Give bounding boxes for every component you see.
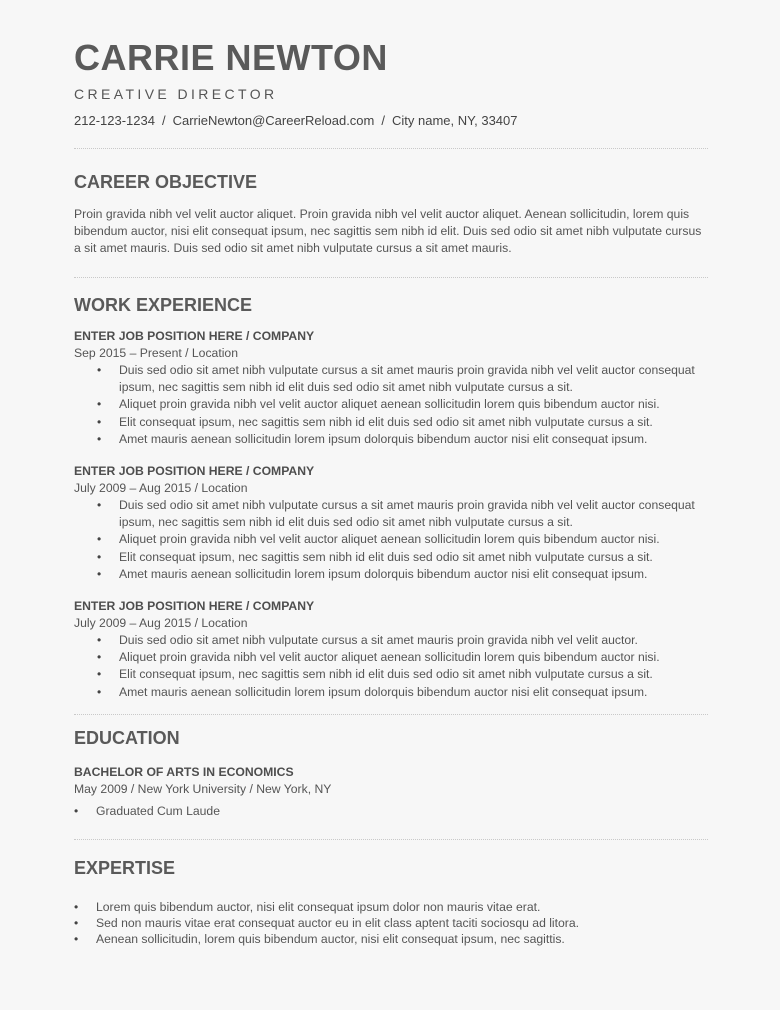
candidate-title: CREATIVE DIRECTOR xyxy=(74,86,278,102)
resume-content xyxy=(74,36,708,947)
bullet-item xyxy=(97,531,708,548)
education-dates-school: May 2009 / New York University / New York, NY xyxy=(74,782,332,797)
section-heading-experience: WORK EXPERIENCE xyxy=(74,294,253,315)
bullet-icon: • xyxy=(74,932,79,947)
section-divider xyxy=(74,148,708,149)
bullet-text: Amet mauris aenean sollicitudin lorem ipsum dolorquis bibendum auctor nisi elit consequat ipsum. xyxy=(119,684,648,699)
bullet-icon: • xyxy=(97,667,102,682)
section-heading-education: EDUCATION xyxy=(74,728,180,749)
bullet-item xyxy=(74,931,708,947)
job-dates-location: Sep 2015 – Present / Location xyxy=(74,345,238,360)
bullet-text: Duis sed odio sit amet nibh vulputate cursus a sit amet mauris proin gravida nibh vel velit auctor consequat ipsum, nec sagittis sem nibh id elit duis sed odio sit amet nibh vulputate cursus a sit. xyxy=(119,497,695,530)
degree-title: BACHELOR OF ARTS IN ECONOMICS xyxy=(74,765,294,780)
bullet-icon: • xyxy=(97,414,102,429)
bullet-icon: • xyxy=(97,632,102,647)
bullet-icon: • xyxy=(97,497,102,512)
candidate-name: CARRIE NEWTON xyxy=(74,37,388,78)
bullet-text: Amet mauris aenean sollicitudin lorem ipsum dolorquis bibendum auctor nisi elit consequat ipsum. xyxy=(119,567,648,582)
bullet-text: Aliquet proin gravida nibh vel velit auctor aliquet aenean sollicitudin lorem quis bibendum auctor nisi. xyxy=(119,650,660,665)
bullet-item xyxy=(97,666,708,683)
contact-line xyxy=(74,112,708,129)
section-divider xyxy=(74,714,708,715)
bullet-item xyxy=(97,566,708,583)
section-heading-objective: CAREER OBJECTIVE xyxy=(74,172,258,192)
address-location: City name, NY, 33407 xyxy=(392,113,518,128)
bullet-icon: • xyxy=(74,916,79,931)
bullet-item xyxy=(97,649,708,666)
job-position: ENTER JOB POSITION HERE / COMPANY xyxy=(74,463,315,478)
job-position: ENTER JOB POSITION HERE / COMPANY xyxy=(74,328,315,343)
job-position: ENTER JOB POSITION HERE / COMPANY xyxy=(74,598,315,613)
bullet-icon: • xyxy=(97,684,102,699)
job-bullets xyxy=(74,497,708,584)
bullet-item xyxy=(97,632,708,649)
section-divider xyxy=(74,839,708,840)
bullet-item xyxy=(97,362,708,397)
bullet-icon: • xyxy=(97,567,102,582)
bullet-text: Lorem quis bibendum auctor, nisi elit consequat ipsum dolor non mauris vitae erat. xyxy=(96,900,541,915)
bullet-icon: • xyxy=(97,397,102,412)
bullet-item xyxy=(97,414,708,431)
job-entry xyxy=(74,463,708,584)
bullet-text: Duis sed odio sit amet nibh vulputate cursus a sit amet mauris proin gravida nibh vel velit auctor consequat ipsum, nec sagittis sem nibh id elit duis sed odio sit amet nibh vulputate cursus a sit. xyxy=(119,362,695,395)
bullet-text: Graduated Cum Laude xyxy=(96,804,220,819)
bullet-text: Aliquet proin gravida nibh vel velit auctor aliquet aenean sollicitudin lorem quis bibendum auctor nisi. xyxy=(119,532,660,547)
objective-text: Proin gravida nibh vel velit auctor aliquet. Proin gravida nibh vel velit auctor aliquet. Aenean sollicitudin, lorem quis bibendum auctor, nisi elit consequat ipsum, nec sagittis sem nibh id elit. Duis sed odio sit amet nibh vulputate cursus a sit amet mauris. Duis sed odio sit amet nibh vulputate cursus a sit amet mauris. xyxy=(74,207,702,256)
bullet-item xyxy=(97,396,708,413)
bullet-text: Duis sed odio sit amet nibh vulputate cursus a sit amet mauris proin gravida nibh vel velit auctor. xyxy=(119,632,638,647)
bullet-icon: • xyxy=(97,532,102,547)
job-entry xyxy=(74,598,708,702)
contact-separator: / xyxy=(381,113,385,128)
bullet-item xyxy=(97,431,708,448)
bullet-icon: • xyxy=(97,432,102,447)
bullet-text: Elit consequat ipsum, nec sagittis sem nibh id elit duis sed odio sit amet nibh vulputate cursus a sit. xyxy=(119,414,653,429)
bullet-text: Elit consequat ipsum, nec sagittis sem nibh id elit duis sed odio sit amet nibh vulputate cursus a sit. xyxy=(119,549,653,564)
bullet-text: Sed non mauris vitae erat consequat auctor eu in elit class aptent taciti sociosqu ad litora. xyxy=(96,916,580,931)
job-dates-location: July 2009 – Aug 2015 / Location xyxy=(74,480,248,495)
section-heading-expertise: EXPERTISE xyxy=(74,858,176,879)
job-dates-location: July 2009 – Aug 2015 / Location xyxy=(74,615,248,630)
bullet-item xyxy=(74,899,708,915)
bullet-text: Aenean sollicitudin, lorem quis bibendum auctor, nisi elit consequat ipsum, nec sagittis. xyxy=(96,932,565,947)
section-divider xyxy=(74,277,708,278)
bullet-text: Aliquet proin gravida nibh vel velit auctor aliquet aenean sollicitudin lorem quis bibendum auctor nisi. xyxy=(119,397,660,412)
expertise-bullets xyxy=(74,899,708,947)
email-address: CarrieNewton@CareerReload.com xyxy=(172,113,375,128)
bullet-item xyxy=(97,684,708,701)
bullet-item xyxy=(74,803,708,819)
bullet-item xyxy=(97,549,708,566)
job-entry xyxy=(74,328,708,449)
bullet-item xyxy=(97,497,708,532)
bullet-icon: • xyxy=(97,549,102,564)
contact-separator: / xyxy=(161,113,166,128)
bullet-item xyxy=(74,915,708,931)
bullet-icon: • xyxy=(74,900,79,915)
job-bullets xyxy=(74,362,708,449)
education-bullets xyxy=(74,803,708,819)
bullet-text: Elit consequat ipsum, nec sagittis sem nibh id elit duis sed odio sit amet nibh vulputate cursus a sit. xyxy=(119,667,653,682)
bullet-text: Amet mauris aenean sollicitudin lorem ipsum dolorquis bibendum auctor nisi elit consequat ipsum. xyxy=(119,432,648,447)
bullet-icon: • xyxy=(97,650,102,665)
phone-number: 212-123-1234 xyxy=(74,113,155,128)
bullet-icon: • xyxy=(97,362,102,377)
job-bullets xyxy=(74,632,708,702)
bullet-icon: • xyxy=(74,804,79,819)
